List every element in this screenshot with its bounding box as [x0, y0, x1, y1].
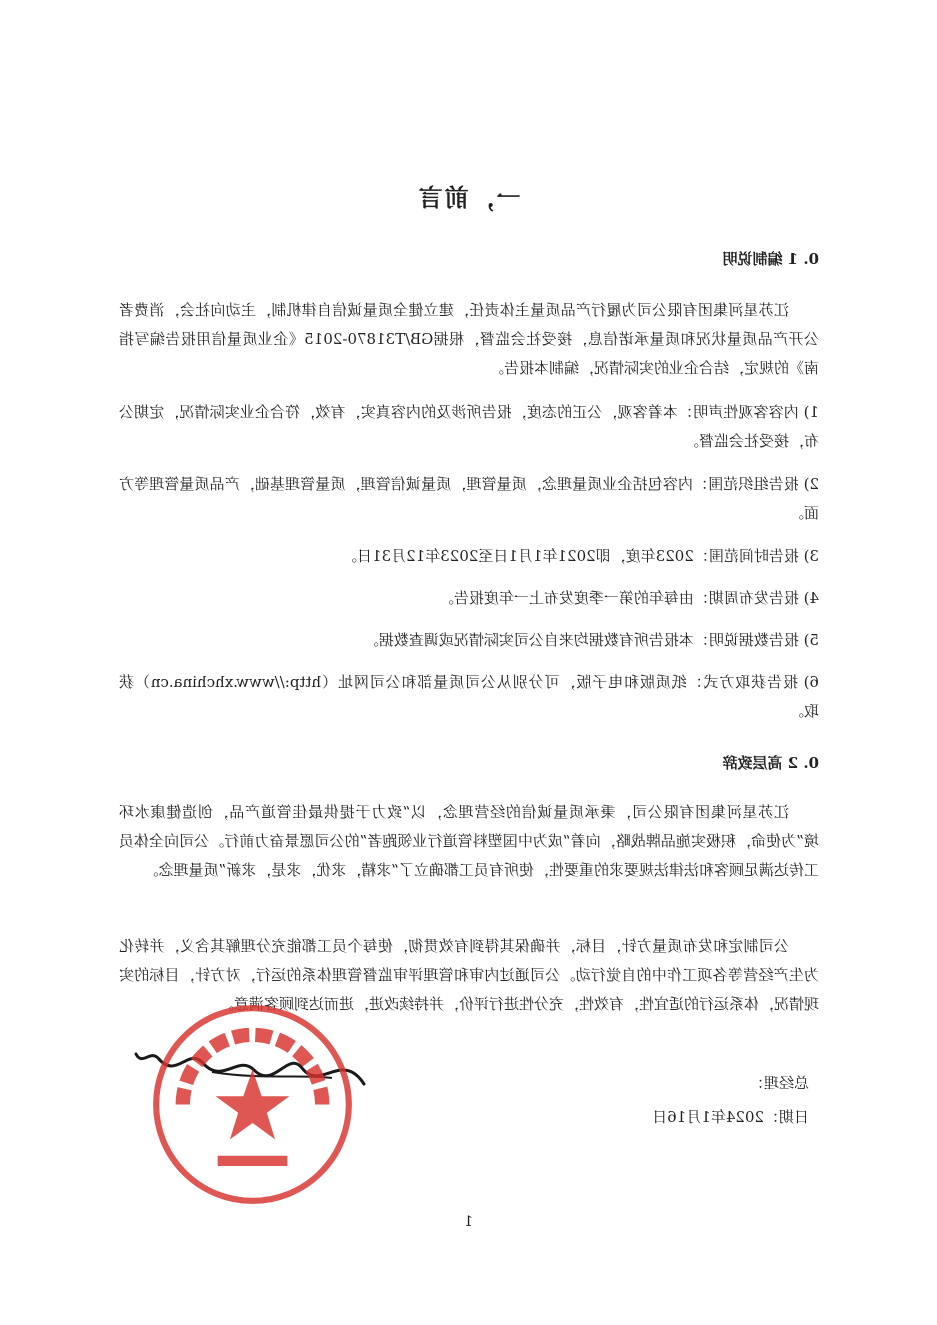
page-title: 一，前言 [416, 183, 521, 212]
signature-date: 日期：2024年1月16日 [652, 1108, 809, 1126]
item-label: 3) 报告时间范围： [693, 547, 819, 565]
item-label: 6) 报告获取方式： [686, 673, 819, 691]
item-text: 本着客观，公正的态度，报告所涉及的内容真实，有效，符合企业实际情况，定期公布，接受社会监督。 [119, 403, 819, 450]
item-text: 纸质版和电子版，可分别从公司质量部和公司网址（http://www.xhchina.cn）获取。 [118, 673, 819, 720]
item-text: 2023年度，即2021年1月1日至2023年12月31日。 [342, 547, 694, 565]
list-item [119, 668, 819, 726]
item-text: 由每年的第一季度发布上一年度报告。 [438, 589, 694, 607]
list-item [119, 626, 819, 655]
section-heading-leadership: 0. 2 高层致辞 [722, 754, 819, 772]
list-item [119, 542, 819, 571]
list-item [119, 470, 819, 528]
leadership-paragraph-1: 江苏星河集团有限公司，秉承质量诚信的经营理念，以“致力于提供最佳管道产品，创造健康水环境”为使命，积极实施品牌战略，向着“成为中国塑料管道行业领跑者”的公司愿景奋力前行。公司向全体员工传达满足顾客和法律法规要求的重要性，使所有员工都确立了“求精，求优，求是，求新”质量理念。 [119, 803, 819, 879]
company-seal [150, 1002, 355, 1207]
item-label: 1) 内容客观性声明： [677, 403, 819, 421]
intro-paragraph: 江苏星河集团有限公司为履行产品质量主体责任，建立健全质量诚信自律机制，主动向社会，消费者公开产品质量状况和质量承诺信息，接受社会监督，根据GB/T31870-2015《企业质量信用报告编写指南》的规定，结合企业的实际情况，编制本报告。 [119, 301, 819, 377]
manager-label: 总经理： [748, 1074, 809, 1092]
item-text: 内容包括企业质量理念，质量管理，质量诚信管理，质量管理基础，产品质量管理等方面。 [119, 475, 819, 522]
list-item [119, 398, 819, 456]
leadership-paragraph-2: 公司制定和发布质量方针，目标，并确保其得到有效贯彻，使每个员工都能充分理解其含义，并转化为生产经营等各项工作中的自觉行动。公司通过内审和管理评审监督管理体系的运行，对方针，目标的实现情况，体系运行的适宜性，有效性，充分性进行评价，并持续改进，进而达到顾客满意。 [119, 937, 819, 1013]
page-number: 1 [464, 1214, 473, 1230]
item-label: 2) 报告组织范围： [692, 475, 819, 493]
item-text: 本报告所有数据均来自公司实际情况或调查数据。 [363, 631, 694, 649]
section-heading-compilation: 0. 1 编制说明 [722, 250, 819, 268]
item-label: 5) 报告数据说明： [693, 631, 819, 649]
item-label: 4) 报告发布周期： [693, 589, 819, 607]
list-item [119, 584, 819, 613]
